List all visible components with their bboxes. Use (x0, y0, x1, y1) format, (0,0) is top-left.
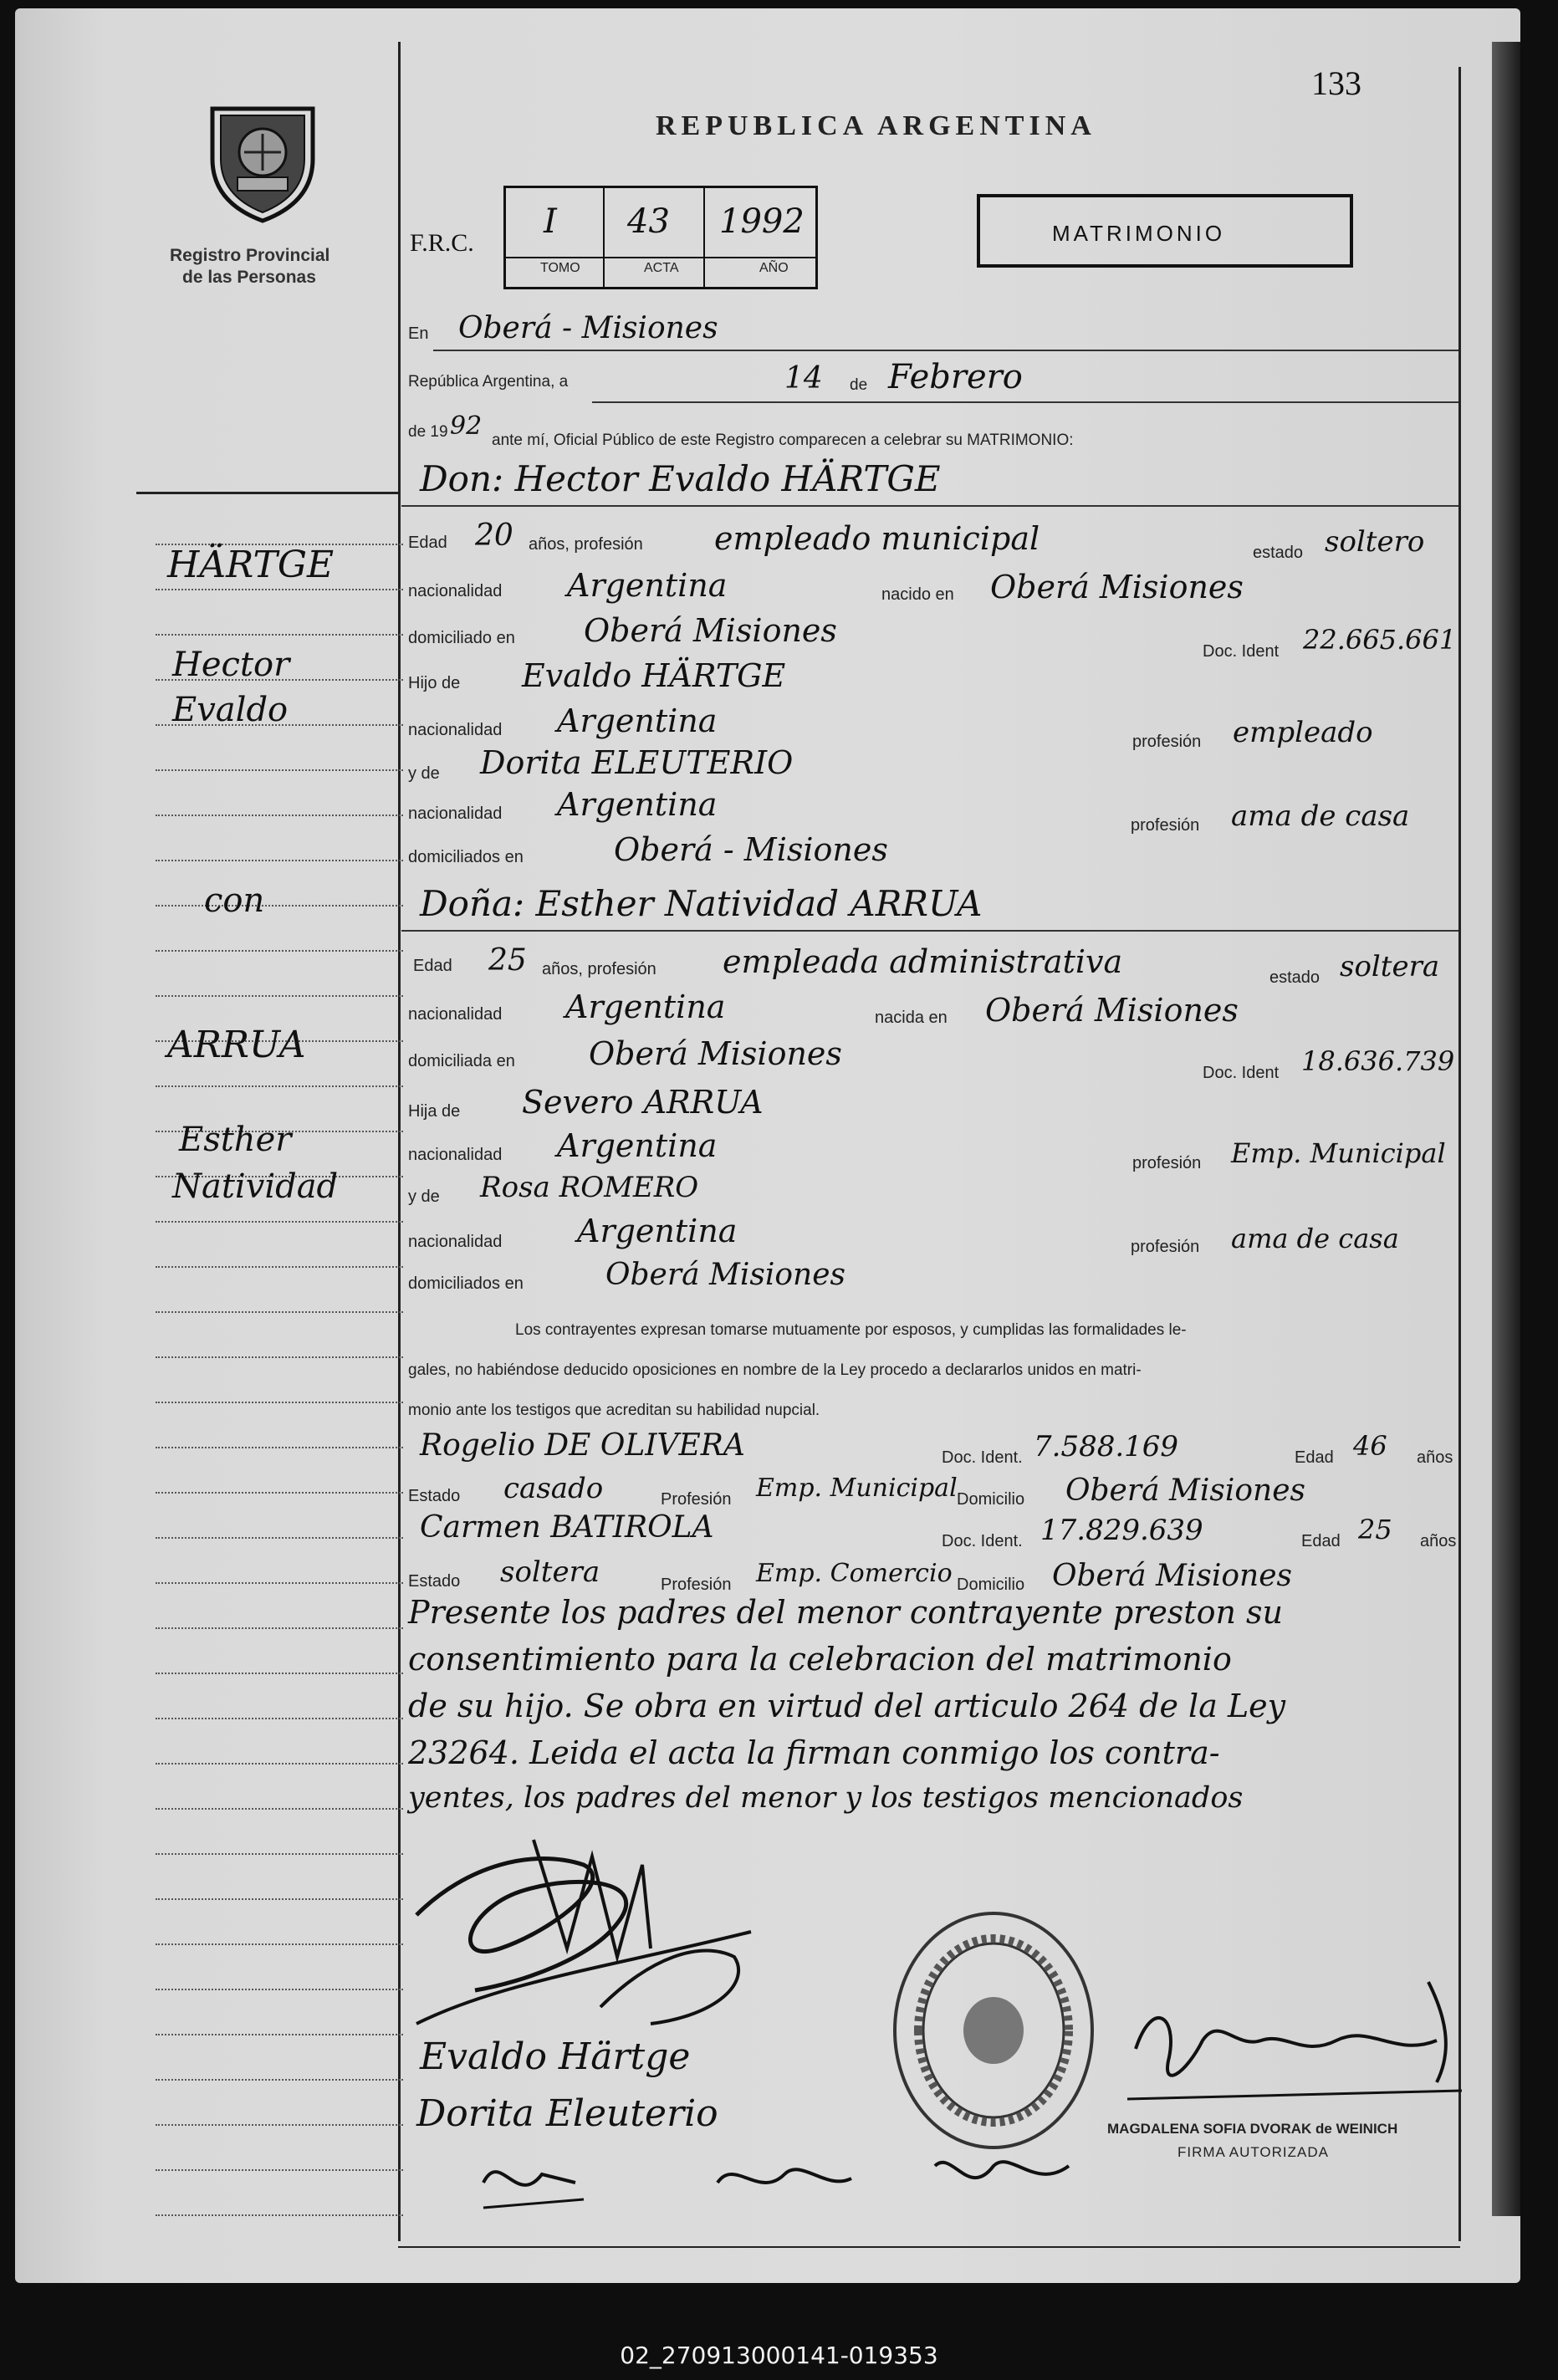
margin-dotted-line (156, 905, 403, 907)
husband-mother-nac: Argentina (557, 786, 718, 823)
witness2-dom: Oberá Misiones (1052, 1559, 1292, 1593)
margin-dotted-line (156, 1763, 403, 1765)
margin-dotted-line (156, 1447, 403, 1448)
margin-dotted-line (156, 815, 403, 816)
witness1-estado-label: Estado (408, 1487, 461, 1505)
wife-doc: 18.636.739 (1301, 1045, 1455, 1077)
husband-edad-label: Edad (408, 534, 447, 552)
margin-horizontal-rule (136, 492, 401, 494)
tomo-value: I (544, 202, 557, 241)
bottom-rule (398, 2246, 1460, 2248)
legal-line-2: gales, no habiéndose deducido oposiciones en nombre de la Ley procedo a declararlos unidos en matri- (408, 1361, 1142, 1379)
witness2-prof: Emp. Comercio (756, 1559, 953, 1588)
margin-dotted-line (156, 1266, 403, 1268)
en-label: En (408, 324, 429, 343)
wife-father-nac-label: nacionalidad (408, 1146, 503, 1164)
witness2-doc-label: Doc. Ident. (942, 1532, 1023, 1550)
official-stamp-icon (885, 1905, 1102, 2156)
margin-husband-given-1: Hector (172, 646, 290, 684)
legal-line-1: Los contrayentes expresan tomarse mutuamente por esposos, y cumplidas las formalidades le- (515, 1321, 1187, 1339)
margin-dotted-line (156, 1853, 403, 1855)
margin-dotted-line (156, 1356, 403, 1358)
witness2-estado-label: Estado (408, 1572, 461, 1591)
wife-yde-label: y de (408, 1187, 440, 1206)
legal-line-3: monio ante los testigos que acreditan su habilidad nupcial. (408, 1402, 820, 1419)
husband-mother-prof: ama de casa (1231, 799, 1410, 833)
wife-mother: Rosa ROMERO (480, 1171, 699, 1204)
tomo-label: TOMO (540, 261, 580, 275)
country-heading: REPUBLICA ARGENTINA (656, 110, 1096, 141)
husband-estado-label: estado (1253, 544, 1304, 562)
husband-doc-label: Doc. Ident (1203, 642, 1280, 661)
scan-identifier: 02_270913000141-019353 (620, 2342, 938, 2369)
margin-dotted-line (156, 1673, 403, 1674)
witness1-dom: Oberá Misiones (1065, 1473, 1305, 1508)
statement-text: ante mí, Oficial Público de este Registro comparecen a celebrar su MATRIMONIO: (492, 432, 1074, 449)
witness2-dom-label: Domicilio (957, 1576, 1025, 1594)
witness1-prof: Emp. Municipal (756, 1473, 958, 1503)
husband-father-prof-label: profesión (1132, 733, 1202, 751)
date-underline (592, 401, 1458, 403)
de-label: de (850, 376, 868, 394)
wife-doms-label: domiciliados en (408, 1274, 524, 1293)
margin-dotted-line (156, 995, 403, 997)
margin-dotted-line (156, 1627, 403, 1629)
wife-anos-profesion: años, profesión (542, 960, 656, 978)
witness1-doc: 7.588.169 (1034, 1430, 1179, 1463)
witness1-edad-label: Edad (1295, 1448, 1334, 1467)
margin-husband-given-2: Evaldo (172, 691, 289, 729)
notes-line-4: 23264. Leida el acta la firman conmigo los contra- (408, 1734, 1220, 1771)
day-value: 14 (784, 361, 823, 396)
husband-mother-prof-label: profesión (1131, 816, 1200, 835)
margin-wife-given-2: Natividad (172, 1167, 339, 1206)
witness1-dom-label: Domicilio (957, 1490, 1025, 1509)
wife-mother-nac-label: nacionalidad (408, 1233, 503, 1251)
husband-anos-profesion: años, profesión (529, 535, 643, 554)
witness2-anos-label: años (1420, 1532, 1457, 1550)
margin-dotted-line (156, 1085, 403, 1087)
notes-line-2: consentimiento para la celebracion del matrimonio (408, 1641, 1232, 1678)
wife-doc-label: Doc. Ident (1203, 1064, 1280, 1082)
frc-label: F.R.C. (410, 229, 474, 257)
republica-label: República Argentina, a (408, 373, 569, 391)
wife-name-underline (401, 930, 1458, 932)
register-page (15, 8, 1520, 2283)
witness2-name: Carmen BATIROLA (420, 1510, 714, 1545)
year-prefix: de 19 (408, 423, 448, 441)
witness1-prof-label: Profesión (661, 1490, 732, 1509)
wife-domicilio: Oberá Misiones (589, 1035, 842, 1072)
witness2-edad-label: Edad (1301, 1532, 1341, 1550)
margin-dotted-line (156, 1943, 403, 1945)
margin-dotted-line (156, 589, 403, 590)
page-number: 133 (1311, 64, 1361, 102)
place-underline (433, 350, 1458, 351)
husband-full-name: Don: Hector Evaldo HÄRTGE (420, 458, 941, 499)
witness2-prof-label: Profesión (661, 1576, 732, 1594)
anio-value: 1992 (719, 202, 805, 241)
official-signature (1119, 1965, 1470, 2116)
witness1-edad: 46 (1353, 1430, 1387, 1462)
husband-yde-label: y de (408, 764, 440, 783)
right-vertical-rule (1458, 67, 1461, 2241)
wife-edad: 25 (488, 943, 527, 978)
wife-father-prof-label: profesión (1132, 1154, 1202, 1172)
margin-dotted-line (156, 950, 403, 952)
margin-wife-given-1: Esther (179, 1121, 292, 1159)
witness1-doc-label: Doc. Ident. (942, 1448, 1023, 1467)
margin-dotted-line (156, 2214, 403, 2216)
husband-parents-dom: Oberá - Misiones (614, 831, 888, 868)
husband-hijo-label: Hijo de (408, 674, 461, 692)
husband-father-prof: empleado (1233, 716, 1373, 749)
husband-nacido: Oberá Misiones (990, 569, 1244, 605)
wife-estado-label: estado (1269, 968, 1320, 987)
husband-father: Evaldo HÄRTGE (522, 657, 786, 694)
anio-label: AÑO (759, 261, 789, 275)
wife-hija-label: Hija de (408, 1102, 461, 1121)
wife-mother-prof-label: profesión (1131, 1238, 1200, 1256)
witness2-doc: 17.829.639 (1040, 1514, 1203, 1547)
margin-dotted-line (156, 1221, 403, 1223)
wife-parents-dom: Oberá Misiones (605, 1258, 845, 1292)
husband-domicilio: Oberá Misiones (584, 612, 837, 649)
margin-dotted-line (156, 1989, 403, 1990)
official-title: FIRMA AUTORIZADA (1177, 2144, 1329, 2160)
husband-doc: 22.665.661 (1303, 624, 1457, 656)
signature-dorita: Dorita Eleuterio (416, 2092, 718, 2135)
margin-con: con (204, 881, 265, 920)
month-value: Febrero (888, 358, 1023, 396)
husband-estado: soltero (1325, 525, 1425, 559)
husband-profesion: empleado municipal (714, 520, 1040, 557)
acta-value: 43 (627, 202, 670, 241)
witness1-estado: casado (503, 1472, 604, 1505)
husband-nac-label: nacionalidad (408, 582, 503, 600)
margin-dotted-line (156, 1311, 403, 1313)
witness1-name: Rogelio DE OLIVERA (420, 1428, 745, 1463)
margin-dotted-line (156, 2079, 403, 2081)
notes-line-5: yentes, los padres del menor y los testigos mencionados (408, 1781, 1244, 1815)
acta-label: ACTA (644, 261, 679, 275)
margin-husband-surname: HÄRTGE (167, 544, 335, 586)
margin-dotted-line (156, 1537, 403, 1539)
margin-dotted-line (156, 1492, 403, 1494)
husband-nacionalidad: Argentina (567, 567, 728, 604)
notes-line-1: Presente los padres del menor contrayente preston su (408, 1594, 1283, 1631)
wife-nacida: Oberá Misiones (985, 992, 1239, 1029)
wife-father: Severo ARRUA (522, 1084, 764, 1121)
wife-nac-label: nacionalidad (408, 1005, 503, 1024)
husband-doms-label: domiciliados en (408, 848, 524, 866)
margin-dotted-line (156, 634, 403, 636)
husband-father-nac: Argentina (557, 702, 718, 739)
husband-nacido-label: nacido en (881, 585, 954, 604)
witness2-edad: 25 (1358, 1514, 1392, 1545)
signature-scribble-husband (400, 1815, 801, 2049)
wife-profesion: empleada administrativa (723, 943, 1123, 980)
husband-dom-label: domiciliado en (408, 629, 515, 647)
provincial-seal-icon (206, 100, 319, 226)
margin-dotted-line (156, 1402, 403, 1403)
margin-dotted-line (156, 1582, 403, 1584)
wife-father-prof: Emp. Municipal (1231, 1137, 1446, 1169)
place-value: Oberá - Misiones (458, 311, 718, 345)
wife-estado: soltera (1340, 950, 1440, 983)
margin-dotted-line (156, 2034, 403, 2035)
registry-name-line1: Registro Provincial (170, 246, 330, 265)
husband-mother-nac-label: nacionalidad (408, 804, 503, 823)
wife-mother-prof: ama de casa (1231, 1223, 1399, 1254)
wife-dom-label: domiciliada en (408, 1052, 515, 1070)
husband-name-underline (401, 505, 1458, 507)
notes-line-3: de su hijo. Se obra en virtud del articulo 264 de la Ley (408, 1688, 1286, 1724)
wife-edad-label: Edad (413, 957, 452, 975)
margin-dotted-line (156, 2169, 403, 2171)
signature-evaldo: Evaldo Härtge (420, 2035, 691, 2078)
husband-father-nac-label: nacionalidad (408, 721, 503, 739)
husband-mother: Dorita ELEUTERIO (480, 744, 794, 781)
year-value: 92 (450, 411, 483, 441)
margin-dotted-line (156, 769, 403, 771)
margin-dotted-line (156, 1898, 403, 1900)
wife-nacionalidad: Argentina (565, 988, 726, 1025)
margin-wife-surname: ARRUA (167, 1024, 306, 1066)
margin-dotted-line (156, 2124, 403, 2126)
wife-nacida-label: nacida en (875, 1009, 948, 1027)
witness2-estado: soltera (500, 1555, 600, 1589)
margin-dotted-line (156, 860, 403, 861)
margin-dotted-line (156, 1718, 403, 1719)
wife-father-nac: Argentina (557, 1127, 718, 1164)
witness1-anos-label: años (1417, 1448, 1453, 1467)
registry-name-line2: de las Personas (182, 268, 316, 287)
wife-full-name: Doña: Esther Natividad ARRUA (420, 883, 983, 924)
husband-edad: 20 (475, 518, 513, 553)
margin-dotted-line (156, 1808, 403, 1810)
wife-mother-nac: Argentina (577, 1213, 738, 1249)
official-name: MAGDALENA SOFIA DVORAK de WEINICH (1107, 2121, 1398, 2137)
document-type: MATRIMONIO (1052, 221, 1226, 246)
book-spine-edge (1492, 42, 1520, 2216)
